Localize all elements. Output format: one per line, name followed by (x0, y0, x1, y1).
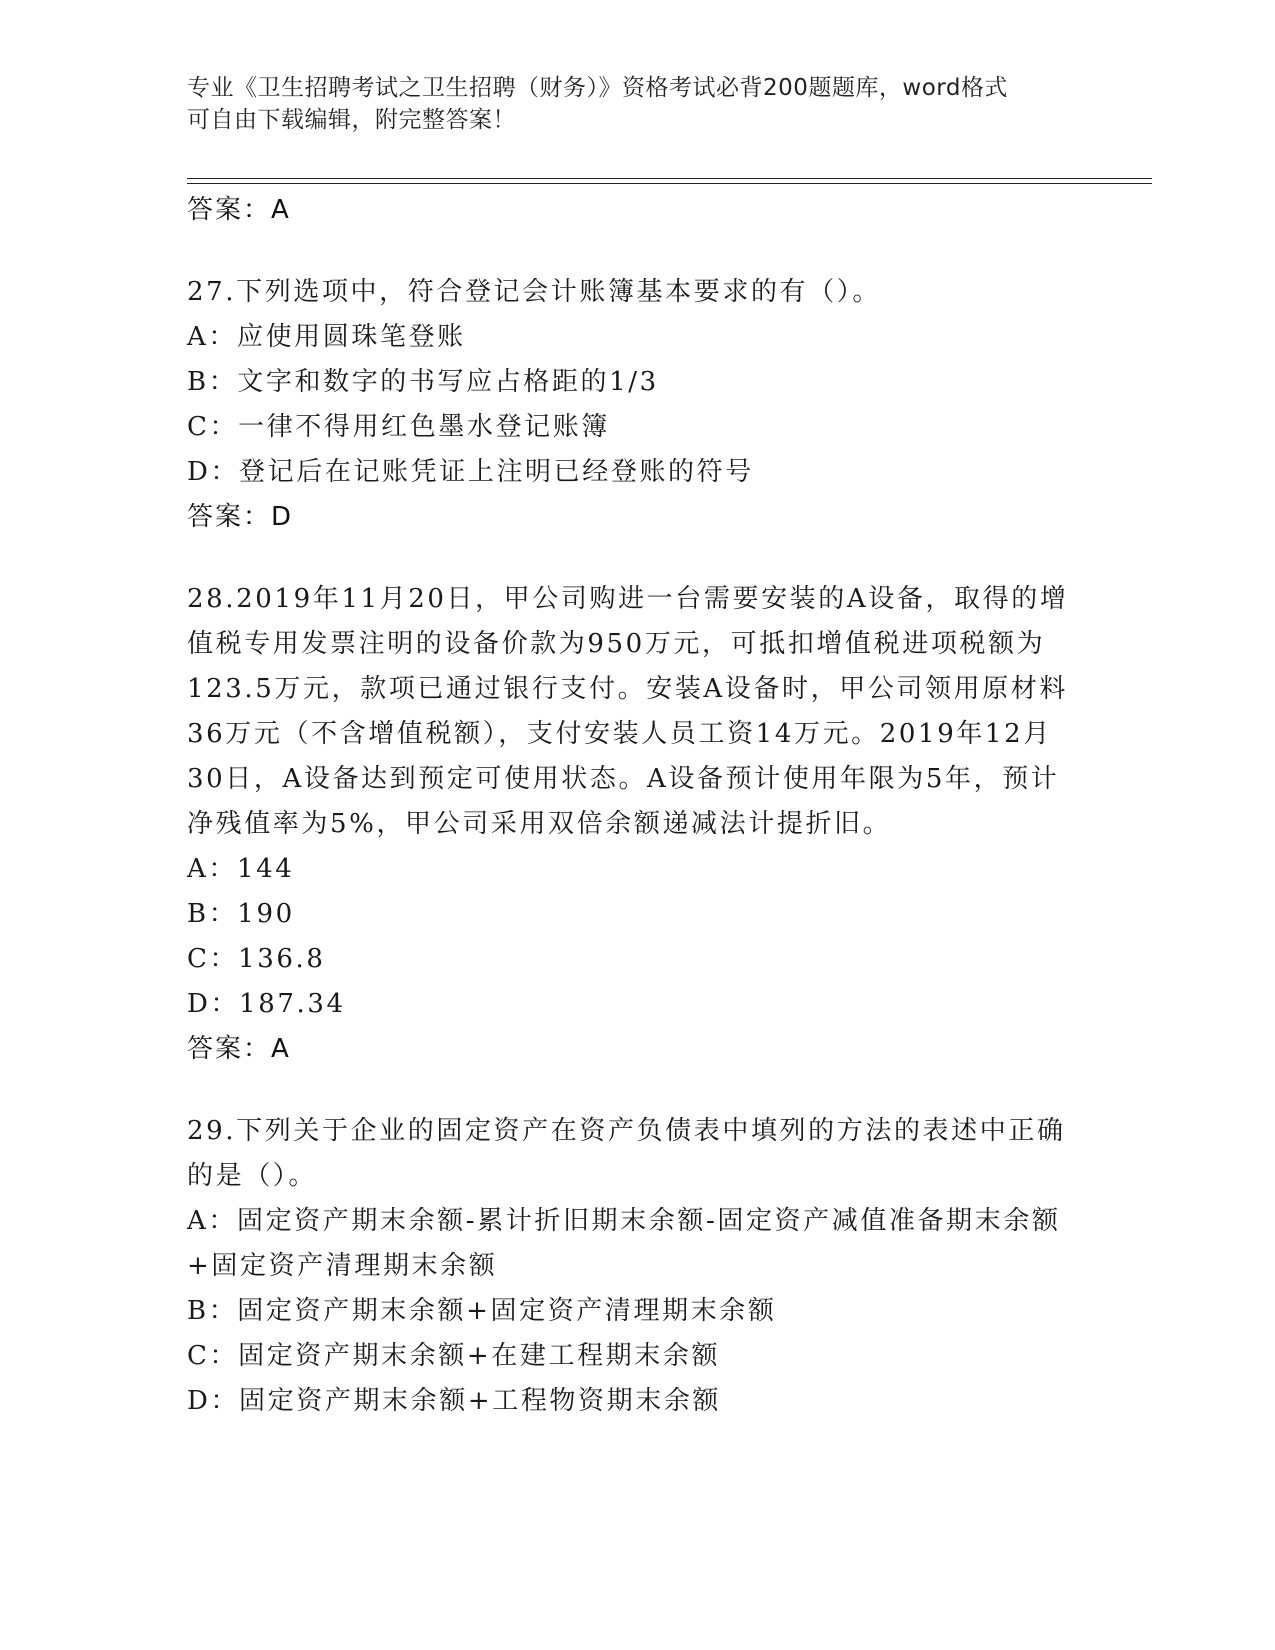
option-c: C：136.8 (187, 944, 326, 974)
option-a: A：144 (187, 854, 295, 884)
question-28 (187, 577, 1087, 1071)
option-b: B：文字和数字的书写应占格距的1/3 (187, 367, 659, 397)
option-a: A：固定资产期末余额-累计折旧期末余额-固定资产减值准备期末余额+固定资产清理期末余额 (187, 1206, 1061, 1281)
answer-28: 答案：A (187, 1034, 291, 1064)
option-a: A：应使用圆珠笔登账 (187, 322, 466, 352)
header-divider-top (187, 178, 1152, 179)
question-27 (187, 270, 1087, 539)
answer-27: 答案：D (187, 502, 294, 532)
option-b: B：固定资产期末余额+固定资产清理期末余额 (187, 1296, 777, 1326)
header-line-2: 可自由下载编辑，附完整答案！ (187, 107, 516, 133)
question-text: 29.下列关于企业的固定资产在资产负债表中填列的方法的表述中正确的是（）。 (187, 1116, 1066, 1191)
answer-previous: 答案：A (187, 195, 291, 225)
header-divider-bottom (187, 183, 1152, 184)
question-text: 28.2019年11月20日，甲公司购进一台需要安装的A设备，取得的增值税专用发票注明的设备价款为950万元，可抵扣增值税进项税额为123.5万元，款项已通过银行支付。安装A设备时，甲公司领用原材料36万元（不含增值税额），支付安装人员工资14万元。2019年12月30日，A设备达到预定可使用状态。A设备预计使用年限为5年，预计净残值率为5%，甲公司采用双倍余额递减法计提折旧。 (187, 584, 1069, 839)
option-d: D：187.34 (187, 989, 346, 1019)
document-body (187, 188, 1087, 1424)
document-header (187, 72, 1087, 136)
option-c: C：一律不得用红色墨水登记账簿 (187, 412, 610, 442)
question-text: 27.下列选项中，符合登记会计账簿基本要求的有（）。 (187, 277, 881, 307)
option-c: C：固定资产期末余额+在建工程期末余额 (187, 1341, 721, 1371)
question-29 (187, 1109, 1087, 1424)
option-d: D：固定资产期末余额+工程物资期末余额 (187, 1386, 722, 1416)
option-d: D：登记后在记账凭证上注明已经登账的符号 (187, 457, 754, 487)
header-line-1: 专业《卫生招聘考试之卫生招聘（财务）》资格考试必背200题题库，word格式 (187, 75, 1008, 101)
option-b: B：190 (187, 899, 295, 929)
